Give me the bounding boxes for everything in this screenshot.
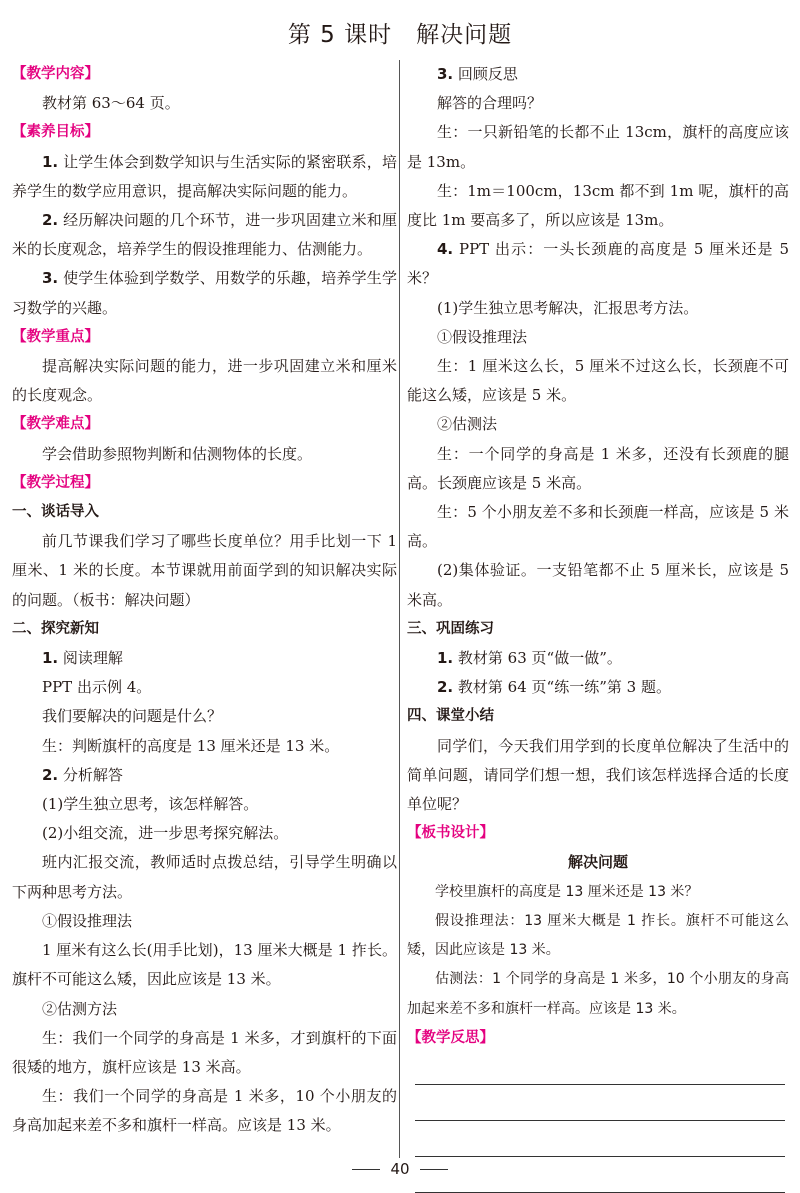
- heading-intro: 一、谈话导入: [12, 504, 99, 521]
- intro-text: 前几节课我们学习了哪些长度单位？用手比划一下 1 厘米、1 米的长度。本节课就用前面学到的知识解决实际的问题。（板书：解决问题）: [12, 532, 397, 609]
- board-title: 解决问题: [567, 853, 628, 872]
- step-4: [407, 235, 789, 293]
- paragraph: 1 厘米有这么长(用手比划)，13 厘米大概是 1 拃长。旗杆不可能这么矮，因此应该是 13 米。: [12, 941, 397, 989]
- heading-summary: 四、课堂小结: [407, 708, 494, 725]
- practice-2-number: 2.: [437, 678, 454, 697]
- paragraph: (1)学生独立思考，该怎样解答。: [42, 795, 259, 814]
- section-tag-content: 【教学内容】: [12, 66, 99, 82]
- step-2: [12, 761, 397, 790]
- right-column: [407, 60, 789, 1193]
- paragraph: (1)学生独立思考解决，汇报思考方法。: [437, 298, 699, 317]
- step-1: [12, 644, 397, 673]
- goal-2-text: 经历解决问题的几个环节，进一步巩固建立米和厘米的长度观念，培养学生的假设推理能力、估测能力。: [12, 211, 397, 259]
- paragraph: 生：1 厘米这么长，5 厘米不过这么长，长颈鹿不可能这么矮，应该是 5 米。: [407, 357, 789, 405]
- key-point-text: 提高解决实际问题的能力，进一步巩固建立米和厘米的长度观念。: [12, 357, 397, 405]
- step-4-text: PPT 出示：一头长颈鹿的高度是 5 厘米还是 5 米？: [407, 240, 789, 288]
- board-line: 学校里旗杆的高度是 13 厘米还是 13 米？: [435, 883, 699, 900]
- footer-dash: [352, 1169, 380, 1170]
- page-footer: [0, 1160, 800, 1178]
- practice-1: [407, 644, 789, 673]
- practice-2-text: 教材第 64 页“练一练”第 3 题。: [453, 678, 671, 697]
- content-text: 教材第 63～64 页。: [42, 94, 180, 113]
- page-title: 第 5 课时 解决问题: [287, 22, 513, 48]
- goal-1-text: 让学生体会到数学知识与生活实际的紧密联系，培养学生的数学应用意识，提高解决实际问题的能力。: [12, 152, 397, 200]
- column-divider: [399, 60, 400, 1158]
- goal-2-number: 2.: [42, 211, 59, 230]
- paragraph: 班内汇报交流，教师适时点拨总结，引导学生明确以下两种思考方法。: [12, 853, 397, 901]
- step-4-number: 4.: [437, 240, 454, 259]
- heading-practice: 三、巩固练习: [407, 620, 494, 637]
- step-3: [407, 60, 789, 89]
- paragraph: PPT 出示例 4。: [42, 678, 152, 697]
- difficulty-text: 学会借助参照物判断和估测物体的长度。: [42, 444, 313, 463]
- board-line: 估测法：1 个同学的身高是 1 米多，10 个小朋友的身高加起来差不多和旗杆一样高。应该是 13 米。: [407, 971, 789, 1017]
- paragraph: 生：一只新铅笔的长都不止 13cm，旗杆的高度应该是 13m。: [407, 123, 789, 171]
- goal-1: [12, 148, 397, 206]
- paragraph: 解答的合理吗？: [437, 94, 543, 113]
- paragraph: ①假设推理法: [42, 911, 133, 930]
- summary-text: 同学们，今天我们用学到的长度单位解决了生活中的简单问题，请同学们想一想，我们该怎样选择合适的长度单位呢？: [407, 736, 789, 814]
- step-1-number: 1.: [42, 649, 59, 668]
- goal-3-number: 3.: [42, 269, 59, 288]
- goal-3-text: 使学生体验到学数学、用数学的乐趣，培养学生学习数学的兴趣。: [12, 269, 397, 317]
- page-number: 40: [390, 1160, 410, 1178]
- step-1-title: 阅读理解: [58, 649, 123, 668]
- board-line: 假设推理法：13 厘米大概是 1 拃长。旗杆不可能这么矮，因此应该是 13 米。: [407, 912, 789, 959]
- section-tag-difficulty: 【教学难点】: [12, 416, 99, 433]
- section-tag-process: 【教学过程】: [12, 474, 99, 491]
- step-2-number: 2.: [42, 765, 59, 784]
- heading-explore: 二、探究新知: [12, 620, 99, 637]
- goal-2: [12, 206, 397, 264]
- paragraph: ②估测方法: [42, 999, 118, 1018]
- paragraph: ①假设推理法: [437, 327, 528, 346]
- left-column: [12, 60, 397, 1141]
- practice-1-number: 1.: [437, 649, 454, 668]
- paragraph: 生：判断旗杆的高度是 13 厘米还是 13 米。: [42, 736, 340, 755]
- paragraph: 生：5 个小朋友差不多和长颈鹿一样高，应该是 5 米高。: [407, 503, 789, 551]
- goal-1-number: 1.: [42, 152, 59, 171]
- paragraph: 生：一个同学的身高是 1 米多，还没有长颈鹿的腿高。长颈鹿应该是 5 米高。: [407, 444, 789, 492]
- step-2-title: 分析解答: [58, 765, 123, 784]
- paragraph: 生：1m＝100cm，13cm 都不到 1m 呢，旗杆的高度比 1m 要高多了，所以应该是 13m。: [407, 181, 789, 230]
- section-tag-goals: 【素养目标】: [12, 124, 99, 141]
- practice-1-text: 教材第 63 页“做一做”。: [453, 649, 622, 668]
- practice-2: [407, 673, 789, 702]
- paragraph: 我们要解决的问题是什么？: [42, 707, 223, 726]
- paragraph: ②估测法: [437, 415, 498, 434]
- section-tag-reflection: 【教学反思】: [407, 1029, 494, 1046]
- section-tag-key-point: 【教学重点】: [12, 328, 99, 345]
- paragraph: 生：我们一个同学的身高是 1 米多，10 个小朋友的身高加起来差不多和旗杆一样高。应该是 13 米。: [12, 1087, 397, 1135]
- step-3-number: 3.: [437, 65, 454, 83]
- goal-3: [12, 264, 397, 322]
- paragraph: (2)小组交流，进一步思考探究解法。: [42, 824, 289, 843]
- step-3-title: 回顾反思: [453, 65, 518, 83]
- section-tag-board: 【板书设计】: [407, 825, 494, 842]
- footer-dash: [420, 1169, 448, 1170]
- paragraph: (2)集体验证。一支铅笔都不止 5 厘米长，应该是 5 米高。: [407, 561, 789, 609]
- paragraph: 生：我们一个同学的身高是 1 米多，才到旗杆的下面很矮的地方，旗杆应该是 13 米高。: [12, 1028, 397, 1076]
